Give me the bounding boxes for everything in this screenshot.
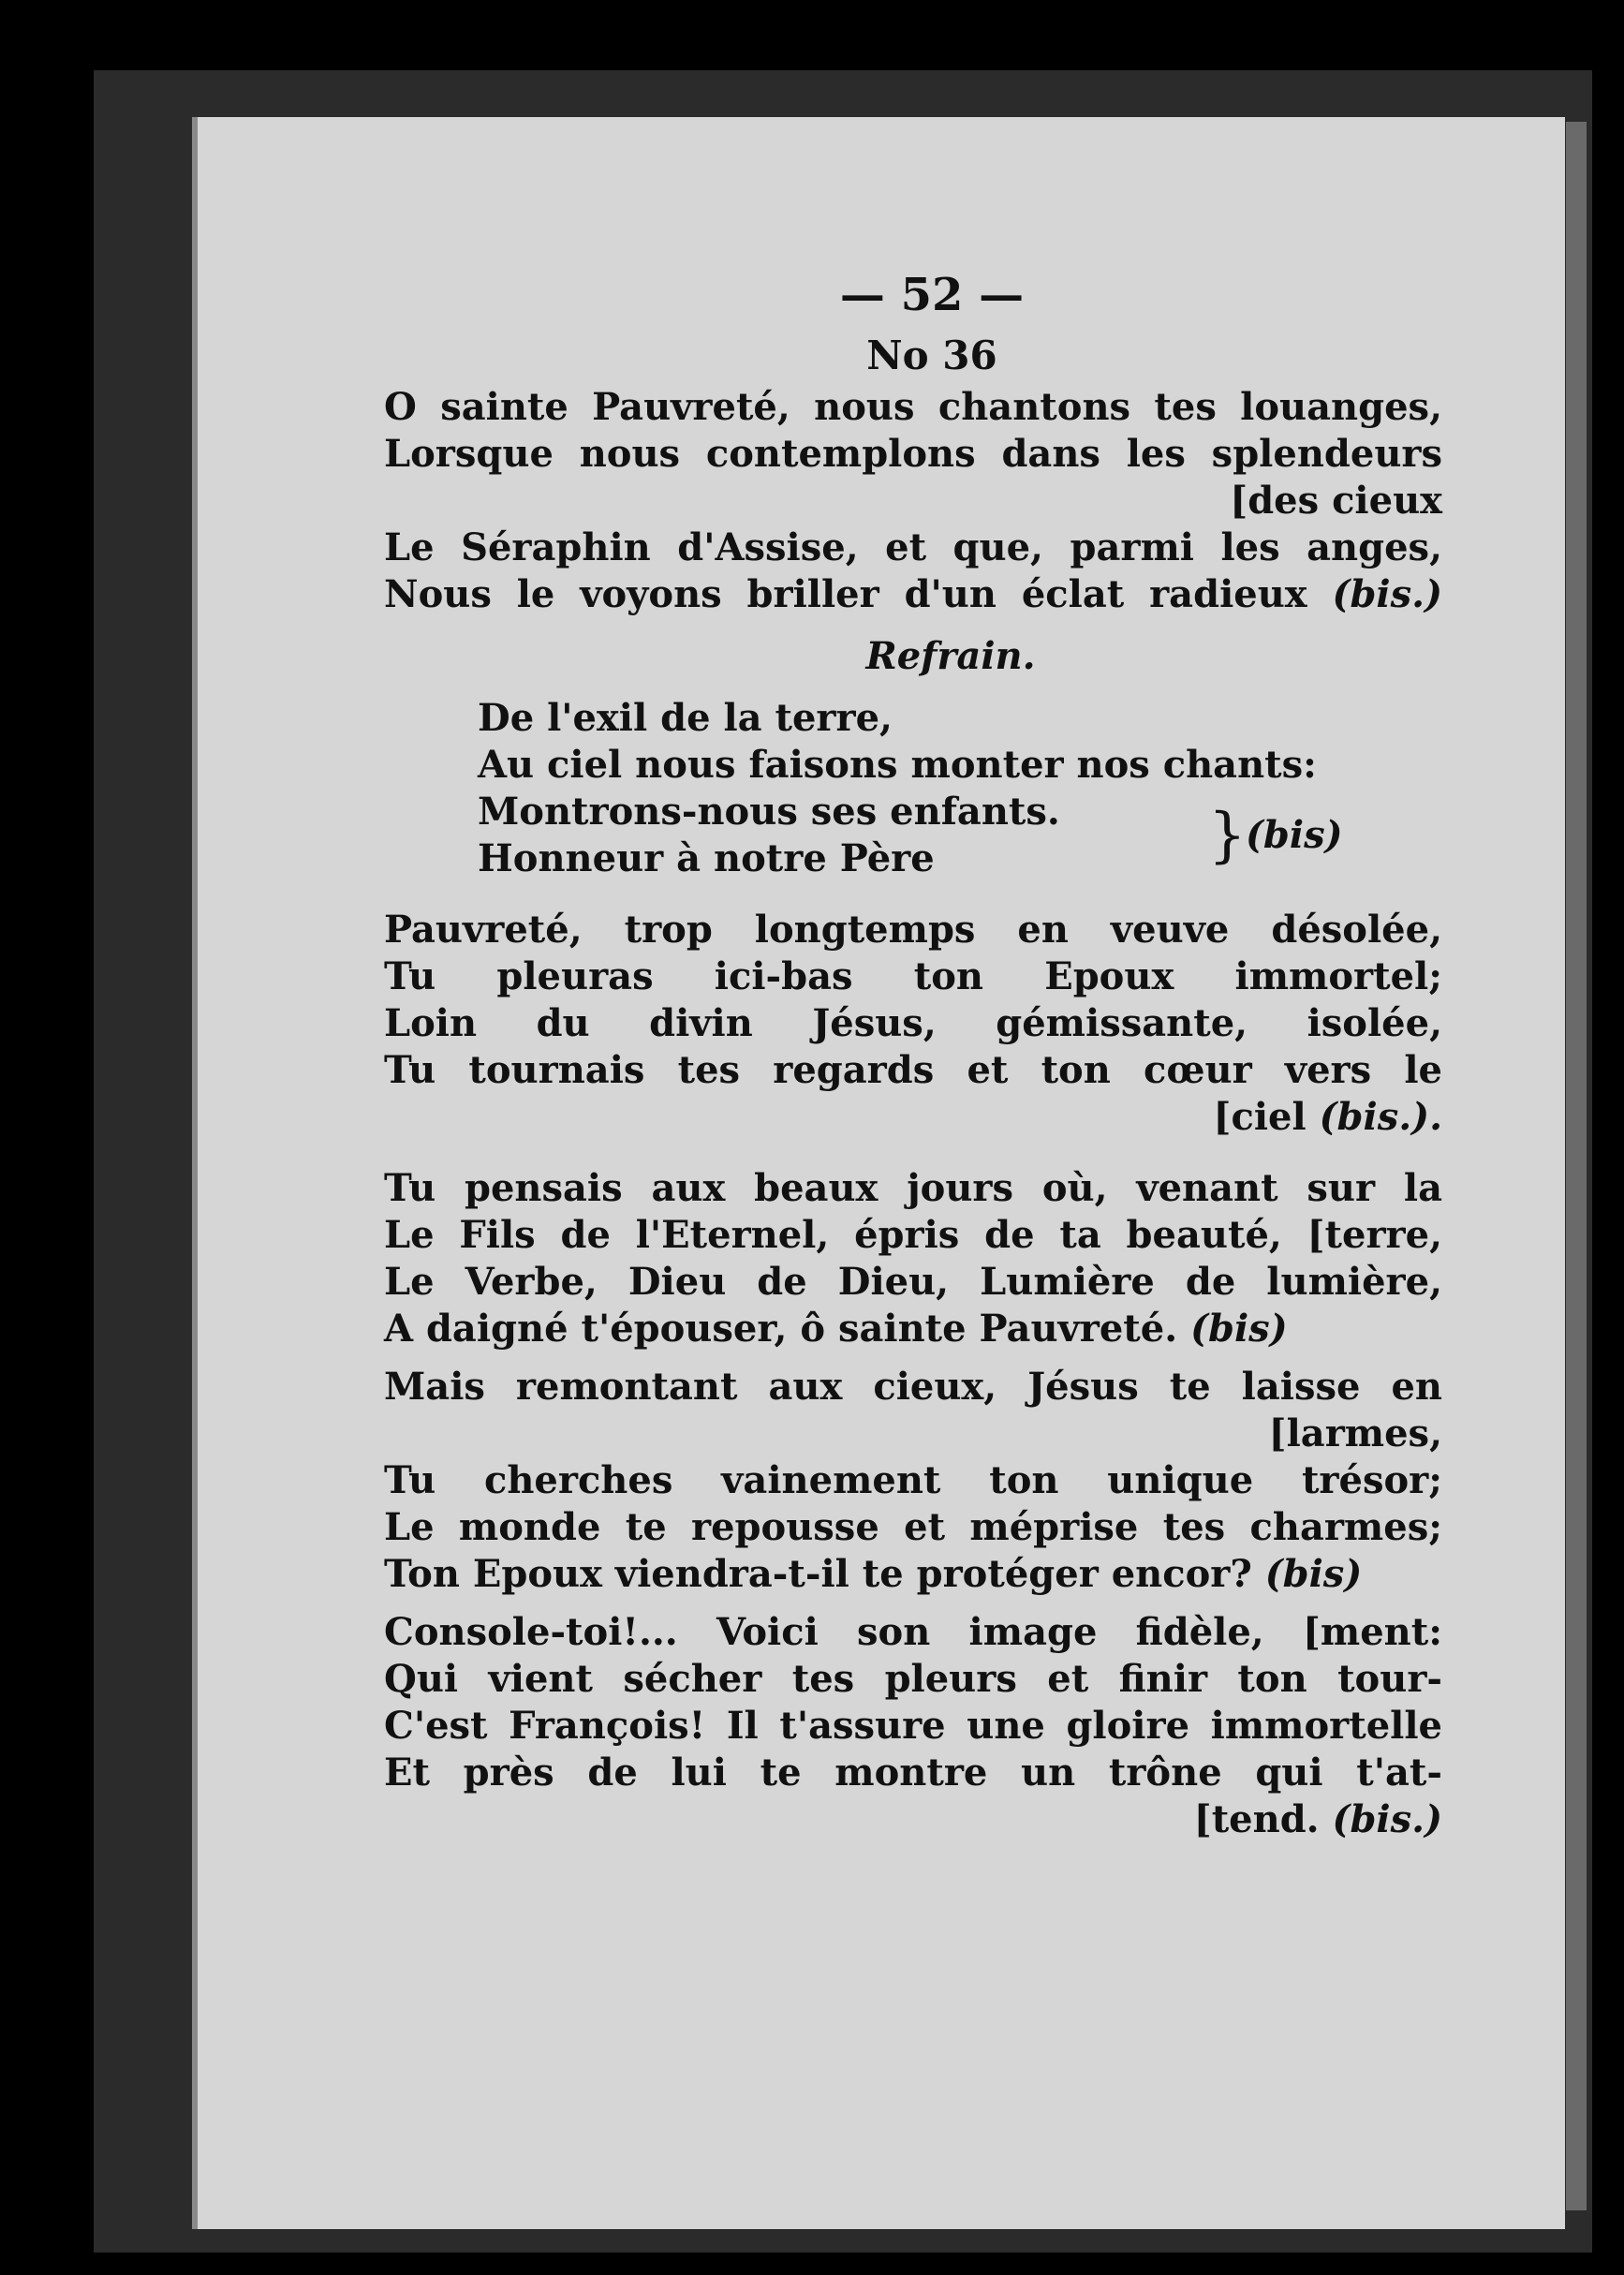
verse-line: Le Verbe, Dieu de Dieu, Lumière de lumière, (384, 1260, 1442, 1304)
page-number: — 52 — (839, 269, 1025, 321)
verse-line: Loin du divin Jésus, gémissante, isolée, (384, 1001, 1442, 1045)
verse-line: C'est François! Il t'assure une gloire immortelle (384, 1704, 1442, 1748)
bis-marker: (bis) (1190, 1307, 1288, 1351)
verse-line: Qui vient sécher tes pleurs et finir ton tour- (384, 1657, 1442, 1701)
stanza-3 (384, 1165, 1442, 1352)
verse-line: Mais remontant aux cieux, Jésus te laisse en (384, 1365, 1442, 1409)
bis-marker: (bis) (1246, 813, 1343, 857)
stanza-5 (384, 1609, 1442, 1843)
verse-line: Tu cherches vainement ton unique trésor; (384, 1458, 1442, 1502)
verse-line: Tu tournais tes regards et ton cœur vers le (384, 1048, 1442, 1092)
verse-text: [ciel (1213, 1095, 1307, 1139)
facing-page-edge (1566, 122, 1587, 2210)
bis-marker: (bis) (1264, 1552, 1363, 1596)
verse-continuation: [des cieux (1230, 479, 1442, 523)
verse-line (384, 1306, 1442, 1352)
refrain-line: Honneur à notre Père (478, 836, 935, 880)
bis-marker: (bis.). (1319, 1095, 1442, 1139)
song-number: No 36 (866, 332, 997, 378)
verse-continuation (384, 1094, 1442, 1141)
verse-line: Lorsque nous contemplons dans les splendeurs (384, 432, 1442, 476)
refrain-heading: Refrain. (865, 634, 1036, 678)
refrain-line: De l'exil de la terre, (478, 696, 893, 740)
verse-line: Le monde te repousse et méprise tes charmes; (384, 1505, 1442, 1549)
verse-continuation: [larmes, (1268, 1411, 1442, 1455)
refrain (384, 695, 1442, 882)
refrain-line: Au ciel nous faisons monter nos chants: (478, 743, 1317, 787)
verse-line: Tu pleuras ici-bas ton Epoux immortel; (384, 954, 1442, 998)
stanza-2 (384, 907, 1442, 1141)
verse-continuation (384, 1796, 1442, 1843)
verse-line: Console-toi!... Voici son image fidèle, [ment: (384, 1610, 1442, 1654)
page-text (384, 262, 1442, 1843)
refrain-line: Montrons-nous ses enfants. (478, 790, 1060, 834)
bis-marker: (bis.) (1332, 1797, 1442, 1841)
verse-line: Le Séraphin d'Assise, et que, parmi les anges, (384, 525, 1442, 569)
refrain-bis-group (478, 789, 1442, 882)
verse-text: Ton Epoux viendra-t-il te protéger encor? (384, 1552, 1252, 1596)
verse-line: Tu pensais aux beaux jours où, venant sur la (384, 1166, 1442, 1210)
verse-text: A daigné t'épouser, ô sainte Pauvreté. (384, 1307, 1178, 1351)
verse-line: Et près de lui te montre un trône qui t'at- (384, 1751, 1442, 1795)
verse-line: O sainte Pauvreté, nous chantons tes louanges, (384, 385, 1442, 429)
verse-text: Nous le voyons briller d'un éclat radieux (384, 572, 1307, 616)
verse-line: Le Fils de l'Eternel, épris de ta beauté, [terre, (384, 1213, 1442, 1257)
curly-brace: } (1208, 801, 1247, 870)
stanza-1 (384, 384, 1442, 618)
verse-line: Pauvreté, trop longtemps en veuve désolée, (384, 908, 1442, 952)
stanza-4 (384, 1364, 1442, 1598)
verse-text: [tend. (1193, 1797, 1320, 1841)
verse-line (384, 1551, 1442, 1598)
bis-marker: (bis.) (1332, 572, 1442, 616)
verse-line (384, 571, 1442, 618)
